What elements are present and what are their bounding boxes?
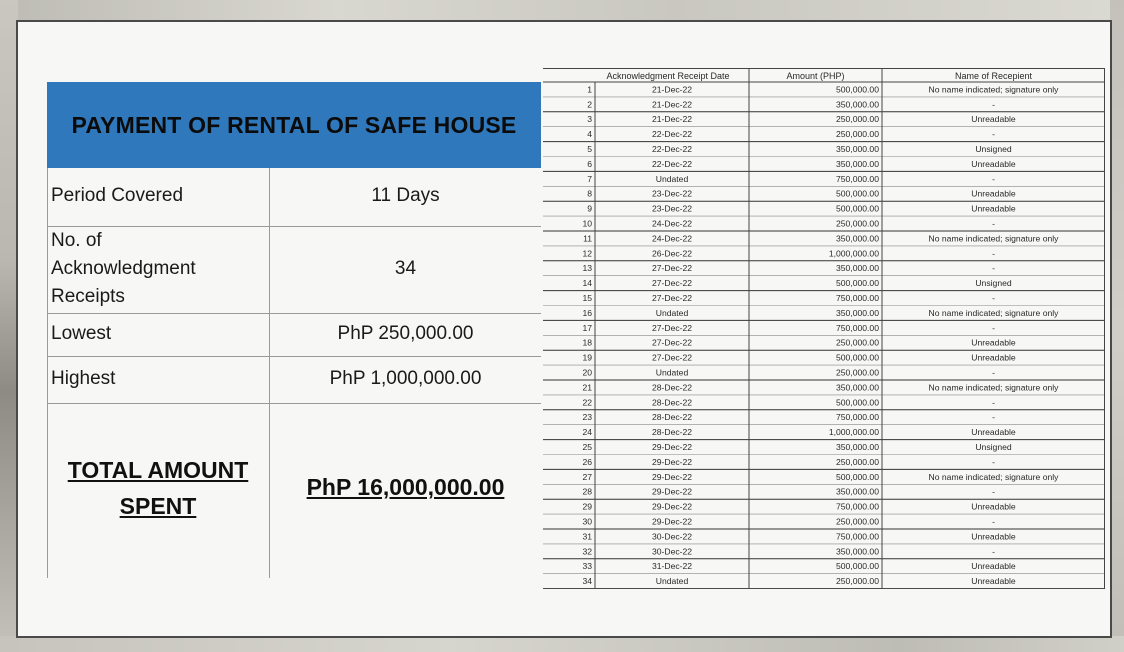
receipt-recipient: Unreadable [971, 203, 1016, 214]
receipt-date: Undated [655, 576, 689, 587]
receipt-date: 31-Dec-22 [651, 561, 693, 572]
summary-divider [47, 313, 541, 314]
receipt-date: 22-Dec-22 [651, 129, 693, 140]
row-number: 26 [582, 456, 592, 467]
row-number: 29 [582, 501, 592, 512]
summary-title-banner [47, 82, 541, 168]
receipt-recipient: Unreadable [971, 576, 1016, 587]
receipt-date: 24-Dec-22 [651, 233, 693, 244]
row-number: 11 [583, 233, 592, 244]
row-number: 19 [582, 352, 592, 363]
receipt-amount: 350,000.00 [835, 486, 879, 497]
row-number: 3 [587, 114, 592, 125]
header-receipt-date: Acknowledgment Receipt Date [606, 71, 730, 81]
receipts-table [543, 68, 1105, 589]
receipt-amount: 350,000.00 [835, 99, 879, 110]
receipt-date: 29-Dec-22 [651, 442, 693, 453]
row-number: 22 [582, 397, 592, 408]
receipt-amount: 1,000,000.00 [828, 248, 879, 259]
receipt-date: 28-Dec-22 [651, 427, 693, 438]
receipt-amount: 750,000.00 [835, 293, 879, 304]
row-number: 7 [587, 173, 592, 184]
receipt-date: 22-Dec-22 [651, 158, 693, 169]
summary-divider [47, 403, 541, 404]
summary-title: PAYMENT OF RENTAL OF SAFE HOUSE [71, 111, 517, 138]
total-value: PhP 16,000,000.00 [306, 474, 505, 500]
receipt-recipient: - [992, 248, 995, 259]
highest-value: PhP 1,000,000.00 [329, 368, 482, 389]
receipt-amount: 500,000.00 [835, 84, 879, 95]
receipt-recipient: - [992, 456, 995, 467]
receipt-recipient: Unreadable [971, 158, 1016, 169]
row-number: 1 [587, 84, 592, 95]
receipt-date: 27-Dec-22 [651, 352, 693, 363]
receipt-date: 21-Dec-22 [651, 114, 693, 125]
receipt-amount: 500,000.00 [835, 471, 879, 482]
receipt-recipient: Unreadable [971, 561, 1016, 572]
row-number: 25 [582, 442, 592, 453]
row-number: 4 [587, 129, 592, 140]
receipt-recipient: - [992, 322, 995, 333]
receipts-table-grid [543, 68, 1105, 589]
total-label: TOTAL AMOUNT SPENT [67, 457, 249, 519]
receipt-date: 28-Dec-22 [651, 412, 693, 423]
receipt-recipient: - [992, 263, 995, 274]
receipt-recipient: No name indicated; signature only [928, 307, 1059, 318]
receipt-amount: 500,000.00 [835, 397, 879, 408]
receipt-recipient: - [992, 412, 995, 423]
receipt-amount: 250,000.00 [835, 337, 879, 348]
receipt-amount: 500,000.00 [835, 203, 879, 214]
lowest-label: Lowest [51, 323, 112, 344]
receipt-date: 27-Dec-22 [651, 278, 693, 289]
receipt-amount: 750,000.00 [835, 322, 879, 333]
receipt-amount: 350,000.00 [835, 263, 879, 274]
receipt-amount: 750,000.00 [835, 531, 879, 542]
row-number: 8 [587, 188, 592, 199]
row-number: 27 [582, 471, 592, 482]
receipts-count-label: No. of Acknowledgment Receipts [51, 230, 196, 307]
row-number: 2 [587, 99, 592, 110]
receipt-amount: 350,000.00 [835, 233, 879, 244]
row-number: 12 [582, 248, 592, 259]
receipt-amount: 250,000.00 [835, 114, 879, 125]
row-number: 5 [587, 144, 592, 155]
receipt-recipient: Unsigned [975, 278, 1012, 289]
receipt-recipient: - [992, 546, 995, 557]
lowest-value: PhP 250,000.00 [337, 323, 474, 344]
header-recipient: Name of Recepient [954, 71, 1033, 81]
row-number: 20 [582, 367, 592, 378]
receipt-recipient: - [992, 99, 995, 110]
receipt-recipient: No name indicated; signature only [928, 84, 1059, 95]
receipt-recipient: No name indicated; signature only [928, 471, 1059, 482]
row-number: 24 [582, 427, 592, 438]
receipt-recipient: - [992, 516, 995, 527]
receipts-count-value: 34 [394, 258, 417, 279]
receipt-amount: 250,000.00 [835, 129, 879, 140]
row-number: 14 [582, 278, 592, 289]
receipt-amount: 250,000.00 [835, 516, 879, 527]
row-number: 34 [582, 576, 592, 587]
row-number: 10 [582, 218, 592, 229]
receipt-date: 29-Dec-22 [651, 501, 693, 512]
row-number: 21 [582, 382, 592, 393]
background-bottom [0, 636, 1124, 652]
row-number: 31 [582, 531, 592, 542]
receipt-recipient: Unreadable [971, 188, 1016, 199]
receipt-recipient: - [992, 293, 995, 304]
receipt-amount: 350,000.00 [835, 382, 879, 393]
receipt-amount: 350,000.00 [835, 546, 879, 557]
receipt-date: 26-Dec-22 [651, 248, 693, 259]
receipt-recipient: No name indicated; signature only [928, 233, 1059, 244]
receipt-amount: 750,000.00 [835, 173, 879, 184]
receipt-date: 21-Dec-22 [651, 84, 693, 95]
summary-divider [47, 356, 541, 357]
period-label: Period Covered [51, 185, 184, 206]
receipt-date: 30-Dec-22 [651, 546, 693, 557]
receipt-date: 21-Dec-22 [651, 99, 693, 110]
highest-label: Highest [51, 368, 116, 389]
receipt-date: 29-Dec-22 [651, 456, 693, 467]
receipt-date: 27-Dec-22 [651, 322, 693, 333]
receipt-date: 29-Dec-22 [651, 516, 693, 527]
receipt-date: 28-Dec-22 [651, 382, 693, 393]
receipt-amount: 250,000.00 [835, 576, 879, 587]
receipt-recipient: - [992, 367, 995, 378]
row-number: 6 [587, 158, 592, 169]
receipt-amount: 350,000.00 [835, 144, 879, 155]
row-number: 13 [582, 263, 592, 274]
receipt-recipient: Unreadable [971, 114, 1016, 125]
receipt-amount: 250,000.00 [835, 456, 879, 467]
receipt-amount: 500,000.00 [835, 188, 879, 199]
receipt-recipient: Unreadable [971, 352, 1016, 363]
receipt-amount: 500,000.00 [835, 278, 879, 289]
receipt-amount: 750,000.00 [835, 412, 879, 423]
row-number: 33 [582, 561, 592, 572]
receipt-recipient: No name indicated; signature only [928, 382, 1059, 393]
background-top [0, 0, 1124, 22]
receipt-date: 27-Dec-22 [651, 263, 693, 274]
receipt-recipient: Unsigned [975, 442, 1012, 453]
receipt-date: 28-Dec-22 [651, 397, 693, 408]
receipt-amount: 350,000.00 [835, 158, 879, 169]
receipt-date: 30-Dec-22 [651, 531, 693, 542]
receipt-recipient: Unreadable [971, 427, 1016, 438]
receipt-date: 29-Dec-22 [651, 471, 693, 482]
receipt-amount: 250,000.00 [835, 367, 879, 378]
receipt-date: 23-Dec-22 [651, 188, 693, 199]
receipt-amount: 1,000,000.00 [828, 427, 879, 438]
receipt-date: 24-Dec-22 [651, 218, 693, 229]
receipt-amount: 500,000.00 [835, 561, 879, 572]
receipt-date: 27-Dec-22 [651, 337, 693, 348]
receipt-recipient: Unreadable [971, 501, 1016, 512]
receipt-amount: 350,000.00 [835, 307, 879, 318]
row-number: 9 [587, 203, 592, 214]
receipt-amount: 750,000.00 [835, 501, 879, 512]
receipt-recipient: Unreadable [971, 337, 1016, 348]
header-amount: Amount (PHP) [786, 71, 845, 81]
row-number: 23 [582, 412, 592, 423]
summary-border-left [47, 168, 48, 578]
receipt-date: Undated [655, 173, 689, 184]
receipt-date: 23-Dec-22 [651, 203, 693, 214]
row-number: 30 [582, 516, 592, 527]
row-number: 15 [582, 293, 592, 304]
row-number: 32 [582, 546, 592, 557]
receipt-recipient: - [992, 486, 995, 497]
row-number: 17 [582, 322, 592, 333]
receipt-recipient: Unsigned [975, 144, 1012, 155]
receipt-recipient: Unreadable [971, 531, 1016, 542]
receipt-recipient: - [992, 173, 995, 184]
row-number: 16 [582, 307, 592, 318]
receipt-date: 27-Dec-22 [651, 293, 693, 304]
receipt-date: Undated [655, 367, 689, 378]
receipt-date: 29-Dec-22 [651, 486, 693, 497]
receipt-recipient: - [992, 218, 995, 229]
background-right [1110, 0, 1124, 652]
period-value: 11 Days [371, 185, 440, 206]
receipt-amount: 250,000.00 [835, 218, 879, 229]
row-number: 28 [582, 486, 592, 497]
receipt-date: Undated [655, 307, 689, 318]
row-number: 18 [582, 337, 592, 348]
receipt-date: 22-Dec-22 [651, 144, 693, 155]
receipt-recipient: - [992, 397, 995, 408]
receipt-amount: 350,000.00 [835, 442, 879, 453]
receipt-amount: 500,000.00 [835, 352, 879, 363]
receipt-recipient: - [992, 129, 995, 140]
